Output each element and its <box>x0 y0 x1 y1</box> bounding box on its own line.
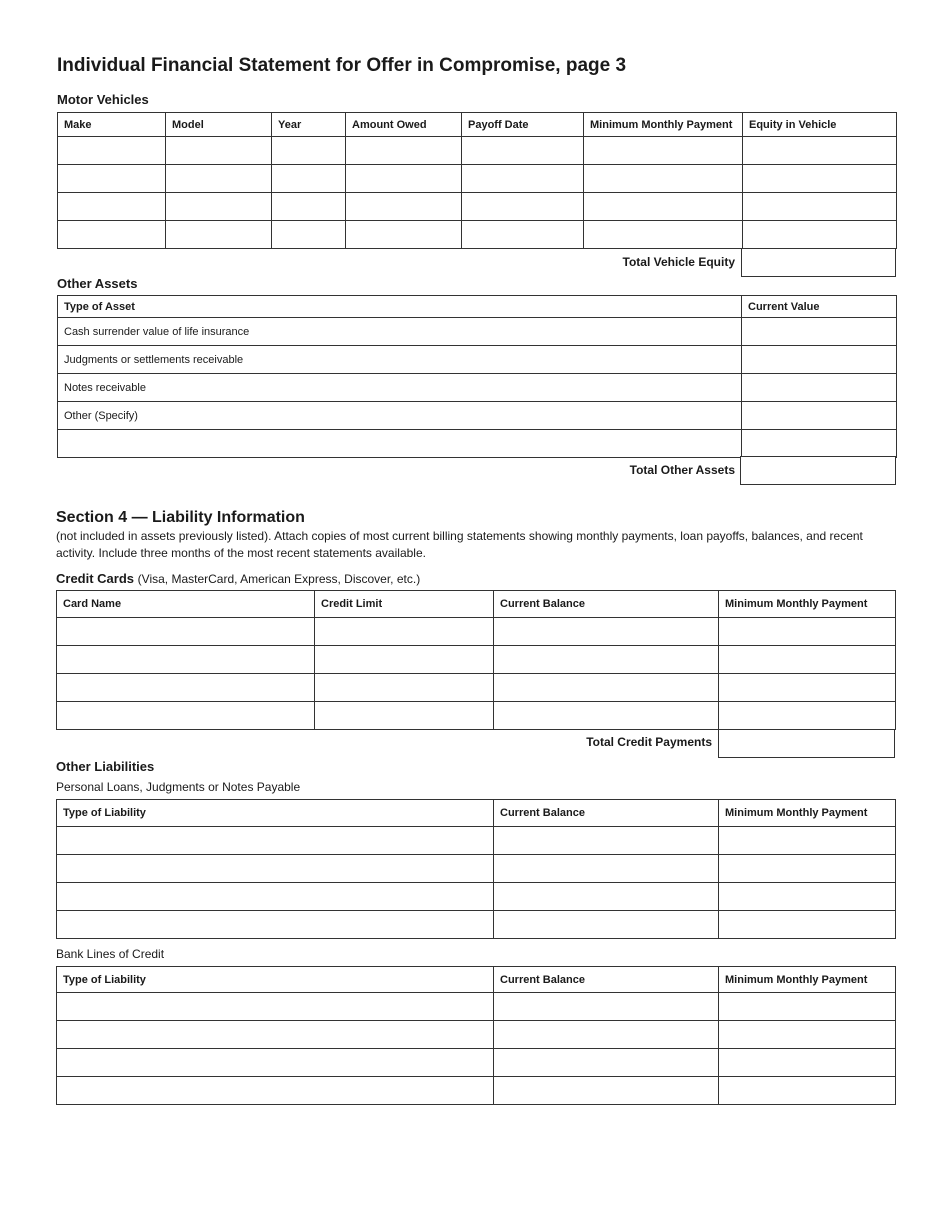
total-vehicle-equity-field[interactable] <box>741 248 896 277</box>
input-cell[interactable] <box>742 318 897 346</box>
motor-vehicles-heading: Motor Vehicles <box>57 92 149 107</box>
table-row <box>57 646 896 674</box>
column-header-type-of-liability: Type of Liability <box>57 967 494 993</box>
input-cell[interactable] <box>494 1049 719 1077</box>
input-cell[interactable] <box>743 165 897 193</box>
input-cell[interactable] <box>57 855 494 883</box>
input-cell[interactable] <box>719 883 896 911</box>
table-row <box>58 221 897 249</box>
input-cell[interactable] <box>272 137 346 165</box>
table-header-row <box>58 296 897 318</box>
page-title: Individual Financial Statement for Offer in Compromise, page 3 <box>57 55 627 76</box>
credit-cards-heading-note: (Visa, MasterCard, American Express, Discover, etc.) <box>137 572 421 586</box>
table-row <box>58 374 897 402</box>
personal-loans-label: Personal Loans, Judgments or Notes Payable <box>56 780 301 794</box>
table-header-row <box>58 113 897 137</box>
input-cell[interactable] <box>57 674 315 702</box>
input-cell[interactable] <box>494 674 719 702</box>
input-cell[interactable] <box>272 193 346 221</box>
input-cell[interactable] <box>57 1049 494 1077</box>
input-cell[interactable] <box>719 855 896 883</box>
input-cell[interactable] <box>742 346 897 374</box>
column-header-current-value: Current Value <box>742 296 897 318</box>
input-cell[interactable] <box>57 827 494 855</box>
table-row <box>58 193 897 221</box>
input-cell[interactable] <box>494 993 719 1021</box>
input-cell[interactable] <box>494 702 719 730</box>
input-cell[interactable] <box>272 221 346 249</box>
input-cell[interactable] <box>719 1077 896 1105</box>
input-cell[interactable] <box>462 137 584 165</box>
input-cell[interactable] <box>494 855 719 883</box>
input-cell[interactable] <box>57 618 315 646</box>
input-cell[interactable] <box>346 137 462 165</box>
column-header-model: Model <box>166 113 272 137</box>
column-header-credit-limit: Credit Limit <box>315 591 494 618</box>
input-cell[interactable] <box>315 618 494 646</box>
input-cell[interactable] <box>58 193 166 221</box>
input-cell[interactable] <box>58 221 166 249</box>
input-cell[interactable] <box>57 993 494 1021</box>
table-row <box>57 1077 896 1105</box>
column-header-year: Year <box>272 113 346 137</box>
input-cell[interactable] <box>166 193 272 221</box>
input-cell[interactable] <box>315 674 494 702</box>
input-cell[interactable] <box>462 165 584 193</box>
column-header-amount-owed: Amount Owed <box>346 113 462 137</box>
total-credit-payments-label: Total Credit Payments <box>586 735 712 749</box>
table-row <box>57 993 896 1021</box>
table-row <box>57 911 896 939</box>
table-header-row <box>57 800 896 827</box>
input-cell[interactable] <box>57 883 494 911</box>
other-assets-table <box>57 295 897 458</box>
other-liabilities-heading: Other Liabilities <box>56 759 155 774</box>
table-row <box>57 618 896 646</box>
section-4-heading: Section 4 — Liability Information <box>56 509 305 526</box>
input-cell[interactable] <box>166 137 272 165</box>
input-cell[interactable] <box>719 993 896 1021</box>
input-cell[interactable] <box>462 193 584 221</box>
table-row <box>57 827 896 855</box>
table-row <box>57 1021 896 1049</box>
column-header-card-name: Card Name <box>57 591 315 618</box>
input-cell[interactable] <box>719 618 896 646</box>
input-cell[interactable] <box>315 702 494 730</box>
input-cell[interactable] <box>462 221 584 249</box>
column-header-type-of-liability: Type of Liability <box>57 800 494 827</box>
asset-type-label: Notes receivable <box>58 374 742 402</box>
input-cell[interactable] <box>719 702 896 730</box>
input-cell[interactable] <box>719 1021 896 1049</box>
input-cell[interactable] <box>719 827 896 855</box>
asset-type-label: Other (Specify) <box>58 402 742 430</box>
asset-type-label: Cash surrender value of life insurance <box>58 318 742 346</box>
input-cell[interactable] <box>57 1077 494 1105</box>
table-row <box>58 318 897 346</box>
input-cell[interactable] <box>743 193 897 221</box>
table-row <box>57 1049 896 1077</box>
total-other-assets-field[interactable] <box>740 456 896 485</box>
input-cell[interactable] <box>584 137 743 165</box>
input-cell[interactable] <box>584 165 743 193</box>
table-row <box>57 883 896 911</box>
column-header-current-balance: Current Balance <box>494 591 719 618</box>
bank-lines-table <box>56 966 896 1105</box>
column-header-make: Make <box>58 113 166 137</box>
input-cell[interactable] <box>494 646 719 674</box>
asset-type-label: Judgments or settlements receivable <box>58 346 742 374</box>
table-row <box>58 346 897 374</box>
credit-cards-heading-line <box>56 571 420 586</box>
bank-lines-label: Bank Lines of Credit <box>56 947 165 961</box>
input-cell[interactable] <box>166 165 272 193</box>
personal-loans-table <box>56 799 896 939</box>
table-row <box>58 137 897 165</box>
input-cell[interactable] <box>494 883 719 911</box>
column-header-minimum-monthly-payment: Minimum Monthly Payment <box>719 591 896 618</box>
total-other-assets-label: Total Other Assets <box>629 463 735 477</box>
input-cell[interactable] <box>719 646 896 674</box>
input-cell[interactable] <box>272 165 346 193</box>
column-header-payoff-date: Payoff Date <box>462 113 584 137</box>
input-cell[interactable] <box>58 137 166 165</box>
input-cell[interactable] <box>584 221 743 249</box>
credit-cards-heading: Credit Cards <box>56 571 135 586</box>
input-cell[interactable] <box>494 1077 719 1105</box>
input-cell[interactable] <box>494 1021 719 1049</box>
input-cell[interactable] <box>346 165 462 193</box>
table-row <box>58 430 897 458</box>
column-header-minimum-monthly-payment: Minimum Monthly Payment <box>719 800 896 827</box>
input-cell[interactable] <box>743 221 897 249</box>
section-4-description: (not included in assets previously listed). Attach copies of most current billing statements showing monthly payments, loan payoffs, balances, and recent activity. Include three months of the most recent statements available. <box>56 529 863 560</box>
table-row <box>57 702 896 730</box>
input-cell[interactable] <box>346 193 462 221</box>
table-row <box>57 855 896 883</box>
input-cell[interactable] <box>742 402 897 430</box>
table-header-row <box>57 967 896 993</box>
input-cell[interactable] <box>57 702 315 730</box>
input-cell[interactable] <box>166 221 272 249</box>
credit-cards-table <box>56 590 896 730</box>
column-header-minimum-monthly-payment: Minimum Monthly Payment <box>719 967 896 993</box>
input-cell[interactable] <box>742 430 897 458</box>
input-cell[interactable] <box>719 911 896 939</box>
input-cell[interactable] <box>494 618 719 646</box>
column-header-current-balance: Current Balance <box>494 967 719 993</box>
input-cell[interactable] <box>58 430 742 458</box>
input-cell[interactable] <box>57 1021 494 1049</box>
total-vehicle-equity-label: Total Vehicle Equity <box>622 255 735 269</box>
input-cell[interactable] <box>584 193 743 221</box>
other-assets-heading: Other Assets <box>57 276 138 291</box>
table-header-row <box>57 591 896 618</box>
input-cell[interactable] <box>346 221 462 249</box>
table-row <box>58 165 897 193</box>
total-credit-payments-field[interactable] <box>718 729 895 758</box>
input-cell[interactable] <box>719 674 896 702</box>
column-header-equity-in-vehicle: Equity in Vehicle <box>743 113 897 137</box>
motor-vehicles-table <box>57 112 897 249</box>
column-header-minimum-monthly-payment: Minimum Monthly Payment <box>584 113 743 137</box>
input-cell[interactable] <box>494 827 719 855</box>
table-row <box>57 674 896 702</box>
column-header-type-of-asset: Type of Asset <box>58 296 742 318</box>
column-header-current-balance: Current Balance <box>494 800 719 827</box>
input-cell[interactable] <box>57 646 315 674</box>
input-cell[interactable] <box>742 374 897 402</box>
table-row <box>58 402 897 430</box>
input-cell[interactable] <box>494 911 719 939</box>
input-cell[interactable] <box>58 165 166 193</box>
input-cell[interactable] <box>719 1049 896 1077</box>
input-cell[interactable] <box>743 137 897 165</box>
input-cell[interactable] <box>315 646 494 674</box>
input-cell[interactable] <box>57 911 494 939</box>
